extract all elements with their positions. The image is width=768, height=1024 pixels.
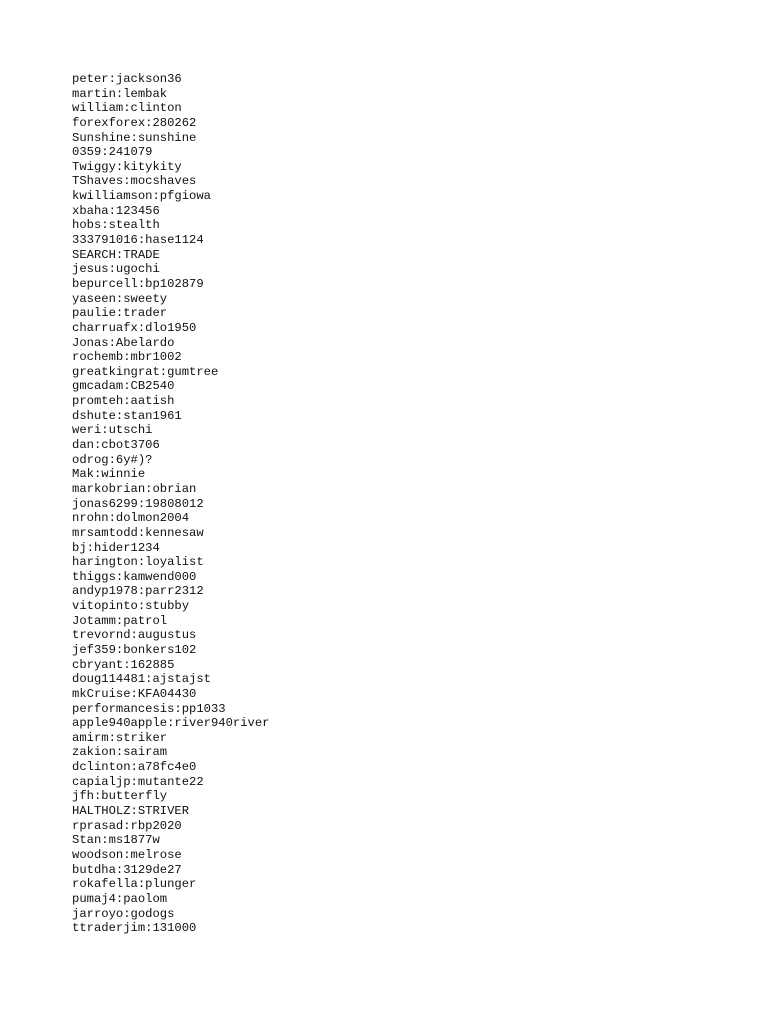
text-line: performancesis:pp1033 (72, 701, 226, 716)
text-line: ttraderjim:131000 (72, 921, 197, 936)
text-line: jfh:butterfly (72, 789, 168, 804)
text-line: gmcadam:CB2540 (72, 379, 175, 394)
text-line: dan:cbot3706 (72, 438, 160, 453)
text-line: Jonas:Abelardo (72, 335, 175, 350)
text-line: paulie:trader (72, 306, 168, 321)
text-line: thiggs:kamwend000 (72, 569, 197, 584)
text-line: butdha:3129de27 (72, 862, 182, 877)
text-line: dclinton:a78fc4e0 (72, 760, 197, 775)
text-line: promteh:aatish (72, 394, 175, 409)
text-line: Sunshine:sunshine (72, 130, 197, 145)
text-line: jarroyo:godogs (72, 906, 175, 921)
text-line: rokafella:plunger (72, 877, 197, 892)
text-line: william:clinton (72, 101, 182, 116)
text-line: Stan:ms1877w (72, 833, 160, 848)
text-line: weri:utschi (72, 423, 153, 438)
text-line: bepurcell:bp102879 (72, 276, 204, 291)
text-line: nrohn:dolmon2004 (72, 511, 190, 526)
text-line: 333791016:hase1124 (72, 233, 204, 248)
credential-list (72, 72, 269, 936)
text-line: amirm:striker (72, 730, 168, 745)
text-line: mkCruise:KFA04430 (72, 686, 197, 701)
text-line: peter:jackson36 (72, 72, 182, 86)
text-line: mrsamtodd:kennesaw (72, 525, 204, 540)
text-line: rprasad:rbp2020 (72, 818, 182, 833)
text-line: doug114481:ajstajst (72, 672, 211, 687)
text-line: HALTHOLZ:STRIVER (72, 804, 190, 819)
text-line: Mak:winnie (72, 467, 146, 482)
text-line: dshute:stan1961 (72, 408, 182, 423)
text-line: rochemb:mbr1002 (72, 350, 182, 365)
text-line: charruafx:dlo1950 (72, 320, 197, 335)
text-line: harington:loyalist (72, 555, 204, 570)
text-line: yaseen:sweety (72, 291, 168, 306)
text-line: pumaj4:paolom (72, 891, 168, 906)
text-line: jef359:bonkers102 (72, 642, 197, 657)
text-line: capialjp:mutante22 (72, 774, 204, 789)
text-line: 0359:241079 (72, 145, 153, 160)
text-line: SEARCH:TRADE (72, 247, 160, 262)
text-line: xbaha:123456 (72, 203, 160, 218)
text-line: markobrian:obrian (72, 481, 197, 496)
text-line: Jotamm:patrol (72, 613, 168, 628)
text-line: trevornd:augustus (72, 628, 197, 643)
text-line: vitopinto:stubby (72, 599, 190, 614)
text-line: odrog:6y#)? (72, 452, 153, 467)
text-line: hobs:stealth (72, 218, 160, 233)
text-line: kwilliamson:pfgiowa (72, 189, 211, 204)
text-line: Twiggy:kitykity (72, 159, 182, 174)
text-line: apple940apple:river940river (72, 716, 270, 731)
text-line: jonas6299:19808012 (72, 496, 204, 511)
text-line: andyp1978:parr2312 (72, 584, 204, 599)
text-line: zakion:sairam (72, 745, 168, 760)
text-line: jesus:ugochi (72, 262, 160, 277)
text-line: TShaves:mocshaves (72, 174, 197, 189)
text-line: cbryant:162885 (72, 657, 175, 672)
text-line: forexforex:280262 (72, 115, 197, 130)
text-line: greatkingrat:gumtree (72, 364, 219, 379)
text-line: bj:hider1234 (72, 540, 160, 555)
text-line: martin:lembak (72, 86, 168, 101)
text-line: woodson:melrose (72, 847, 182, 862)
